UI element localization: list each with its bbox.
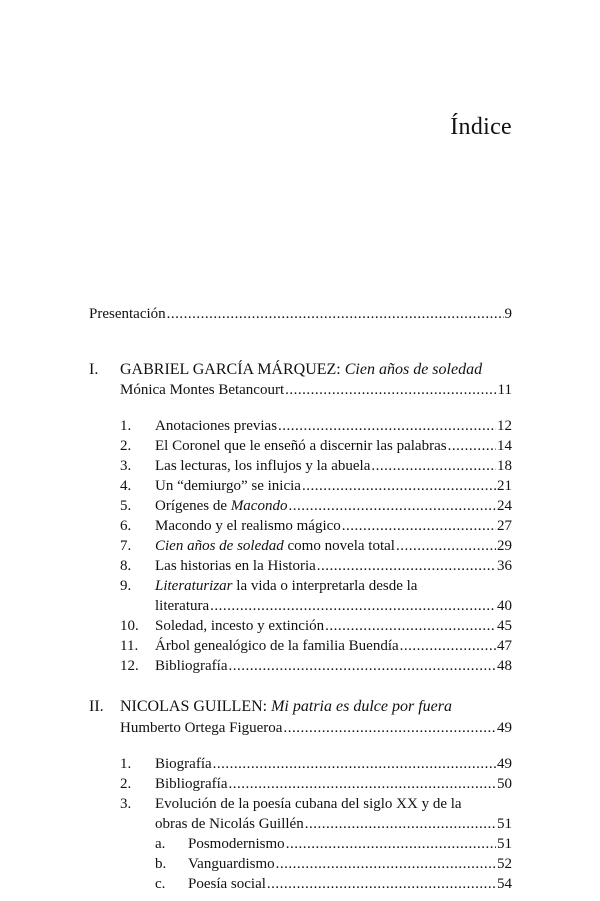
toc-entry-label-plain: Orígenes de: [155, 498, 231, 514]
toc-entry-label: Bibliografía: [155, 658, 228, 674]
toc-entry-page: 47: [497, 638, 512, 654]
section-1-author: Mónica Montes Betancourt: [120, 382, 285, 398]
dot-leader: [267, 874, 496, 894]
toc-entry: [155, 496, 512, 516]
dot-leader: [228, 656, 496, 676]
item-number: 7.: [120, 538, 132, 554]
item-number: 5.: [120, 498, 132, 514]
item-number: 1.: [120, 418, 132, 434]
subitem-letter: b.: [155, 856, 167, 872]
section-1-roman: I.: [89, 361, 99, 378]
toc-entry-page: 21: [497, 478, 512, 494]
toc-entry: [155, 556, 512, 576]
toc-entry: [155, 754, 512, 774]
dot-leader: [400, 636, 496, 656]
dot-leader: [371, 456, 496, 476]
toc-entry-page: 12: [497, 418, 512, 434]
toc-entry-label: Soledad, incesto y extinción: [155, 618, 325, 634]
section-2-heading: [120, 696, 452, 718]
toc-entry-label-continued: obras de Nicolás Guillén: [155, 816, 304, 832]
toc-entry: [155, 814, 512, 834]
section-1-author-entry: [120, 380, 512, 400]
toc-entry-page: 48: [497, 658, 512, 674]
toc-entry-page: 14: [497, 438, 512, 454]
toc-entry: [155, 516, 512, 536]
toc-entry: [155, 636, 512, 656]
subitem-letter: c.: [155, 876, 166, 892]
toc-entry-label-plain: como novela total: [283, 538, 395, 554]
page-title: Índice: [450, 114, 512, 140]
toc-entry: [155, 596, 512, 616]
section-1-heading: [120, 359, 482, 381]
toc-entry-presentacion: [89, 304, 512, 324]
toc-subentry: [188, 834, 512, 854]
toc-entry-label-plain: la vida o interpretarla desde la: [232, 578, 418, 594]
toc-entry-page: 49: [497, 756, 512, 772]
toc-entry-label: [155, 576, 417, 596]
dot-leader: [228, 774, 496, 794]
toc-entry-label: Posmodernismo: [188, 836, 285, 852]
item-number: 2.: [120, 438, 132, 454]
dot-leader: [278, 416, 496, 436]
dot-leader: [276, 854, 496, 874]
toc-entry-page: 45: [497, 618, 512, 634]
toc-entry-page: 18: [497, 458, 512, 474]
section-1-author-page: 11: [497, 382, 512, 398]
item-number: 12.: [120, 658, 139, 674]
toc-entry-label: [155, 496, 287, 516]
item-number: 10.: [120, 618, 139, 634]
toc-entry-label: Un “demiurgo” se inicia: [155, 478, 301, 494]
toc-entry: [155, 656, 512, 676]
section-1-heading-main: GABRIEL GARCÍA MÁRQUEZ:: [120, 361, 341, 378]
item-number: 11.: [120, 638, 139, 654]
subitem-letter: a.: [155, 836, 166, 852]
toc-subentry: [188, 874, 512, 894]
toc-entry-label: [155, 536, 395, 556]
toc-entry-page: 9: [504, 306, 512, 322]
toc-entry-label: Las historias en la Historia: [155, 558, 316, 574]
dot-leader: [342, 516, 496, 536]
toc-entry-page: 52: [497, 856, 512, 872]
toc-entry-page: 51: [497, 816, 512, 832]
toc-entry-page: 27: [497, 518, 512, 534]
toc-subentry: [188, 854, 512, 874]
toc-entry-label: Evolución de la poesía cubana del siglo XX y de la: [155, 796, 462, 812]
toc-entry-page: 40: [497, 598, 512, 614]
item-number: 3.: [120, 458, 132, 474]
toc-entry-label: Anotaciones previas: [155, 418, 278, 434]
dot-leader: [285, 380, 496, 400]
toc-entry-label-continued: literatura: [155, 598, 210, 614]
section-2-heading-italic: Mi patria es dulce por fuera: [271, 698, 452, 715]
toc-entry-page: 24: [497, 498, 512, 514]
toc-entry-page: 50: [497, 776, 512, 792]
toc-entry-label: El Coronel que le enseñó a discernir las palabras: [155, 438, 447, 454]
toc-entry-label: Árbol genealógico de la familia Buendía: [155, 638, 399, 654]
toc-entry-label: Poesía social: [188, 876, 266, 892]
section-2-author-entry: [120, 718, 512, 738]
item-number: 4.: [120, 478, 132, 494]
toc-entry-label: Macondo y el realismo mágico: [155, 518, 341, 534]
toc-entry: [155, 616, 512, 636]
section-2-author-page: 49: [497, 720, 512, 736]
toc-entry-label: Presentación: [89, 306, 166, 322]
item-number: 2.: [120, 776, 132, 792]
toc-entry: [155, 436, 512, 456]
section-1-heading-italic: Cien años de soledad: [344, 361, 483, 378]
item-number: 8.: [120, 558, 132, 574]
toc-entry: [155, 456, 512, 476]
dot-leader: [305, 814, 496, 834]
toc-entry-page: 36: [497, 558, 512, 574]
dot-leader: [288, 496, 496, 516]
dot-leader: [317, 556, 496, 576]
item-number: 1.: [120, 756, 132, 772]
section-2-roman: II.: [89, 698, 104, 715]
toc-entry: [155, 416, 512, 436]
dot-leader: [210, 596, 496, 616]
dot-leader: [396, 536, 496, 556]
dot-leader: [325, 616, 496, 636]
item-number: 3.: [120, 796, 132, 812]
toc-entry: [155, 774, 512, 794]
item-number: 6.: [120, 518, 132, 534]
dot-leader: [448, 436, 496, 456]
dot-leader: [167, 304, 504, 324]
toc-entry-label-italic: Literaturizar: [155, 578, 233, 594]
toc-entry-page: 51: [497, 836, 512, 852]
toc-entry-label-italic: Cien años de soledad: [155, 538, 284, 554]
toc-entry: [155, 536, 512, 556]
dot-leader: [283, 718, 496, 738]
section-2-author: Humberto Ortega Figueroa: [120, 720, 283, 736]
toc-entry-label: Las lecturas, los influjos y la abuela: [155, 458, 371, 474]
toc-entry-label: Vanguardismo: [188, 856, 275, 872]
item-number: 9.: [120, 578, 132, 594]
toc-entry: [155, 476, 512, 496]
dot-leader: [213, 754, 496, 774]
toc-entry-page: 29: [497, 538, 512, 554]
toc-entry-page: 54: [497, 876, 512, 892]
toc-entry-label: Bibliografía: [155, 776, 228, 792]
dot-leader: [286, 834, 496, 854]
toc-entry-label: Biografía: [155, 756, 212, 772]
toc-entry-label-italic: Macondo: [230, 498, 288, 514]
section-2-heading-main: NICOLAS GUILLEN:: [120, 698, 268, 715]
dot-leader: [302, 476, 496, 496]
